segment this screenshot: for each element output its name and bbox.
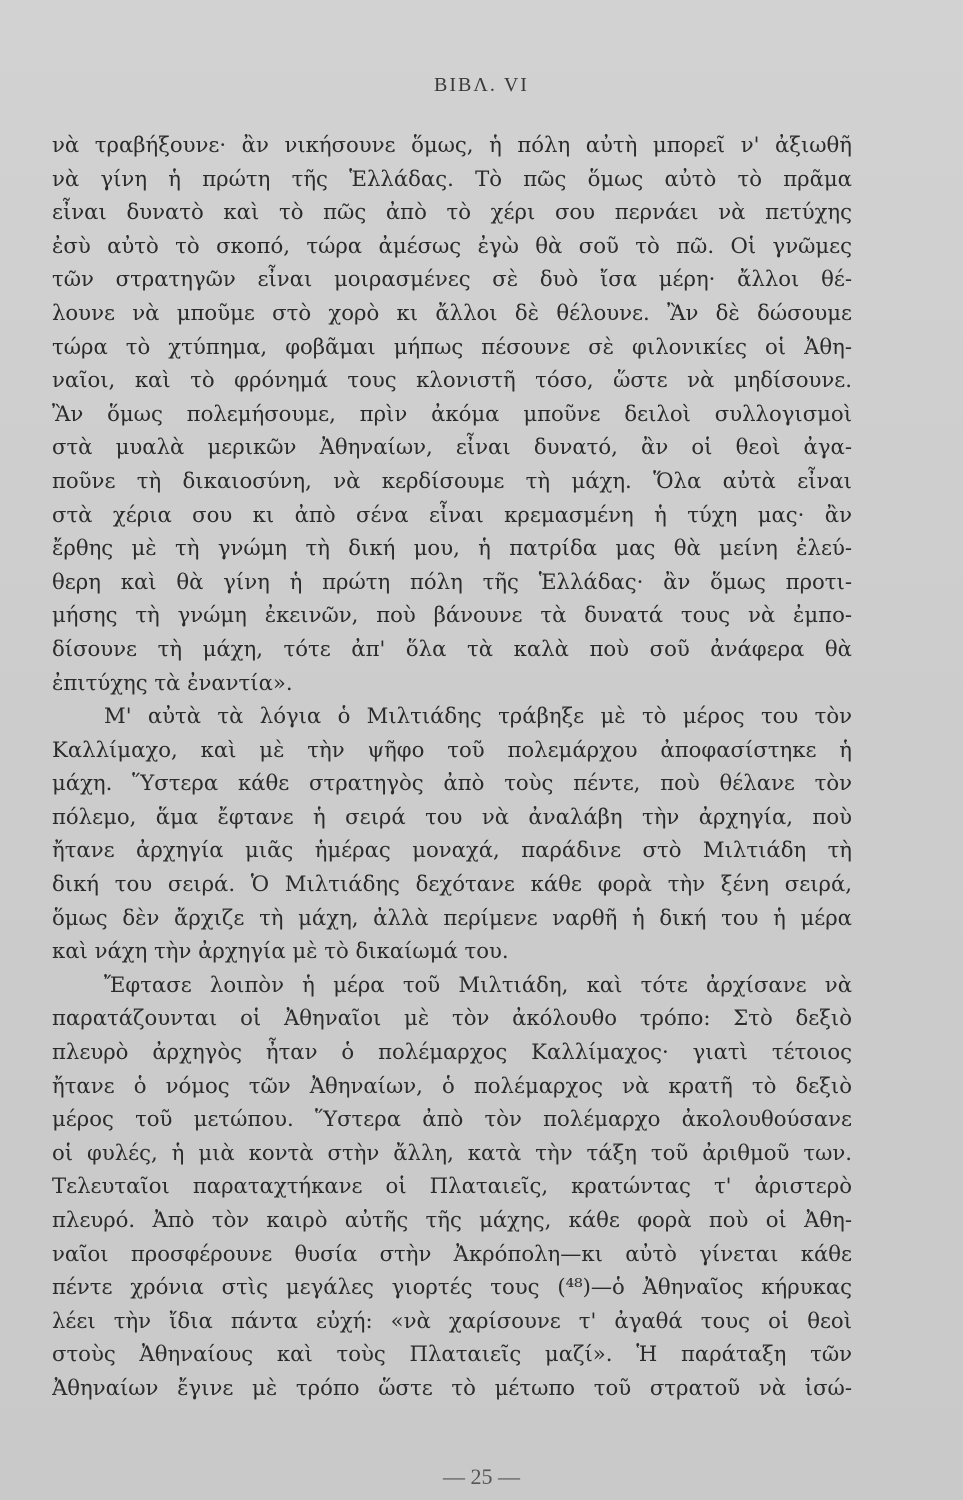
- text-line: μήσης τὴ γνώμη ἐκεινῶν, ποὺ βάνουνε τὰ δυνατά τους νὰ ἐμπο-: [52, 602, 852, 628]
- text-line: νὰ γίνη ἡ πρώτη τῆς Ἑλλάδας. Τὸ πῶς ὅμως αὐτὸ τὸ πρᾶμα: [52, 165, 852, 191]
- text-line: Καλλίμαχο, καὶ μὲ τὴν ψῆφο τοῦ πολεμάρχου ἀποφασίστηκε ἡ: [52, 736, 852, 762]
- text-line: Ἀθηναίων ἔγινε μὲ τρόπο ὥστε τὸ μέτωπο τοῦ στρατοῦ νὰ ἰσώ-: [52, 1374, 852, 1400]
- body-text: [52, 128, 852, 1405]
- text-line: μέρος τοῦ μετώπου. Ὕστερα ἀπὸ τὸν πολέμαρχο ἀκολουθούσανε: [52, 1106, 852, 1132]
- text-line: ἐσὺ αὐτὸ τὸ σκοπό, τώρα ἀμέσως ἐγὼ θὰ σοῦ τὸ πῶ. Οἱ γνῶμες: [52, 232, 852, 258]
- page-number: — 25 —: [443, 1464, 520, 1489]
- text-line: ναῖοι προσφέρουνε θυσία στὴν Ἀκρόπολη—κι αὐτὸ γίνεται κάθε: [52, 1240, 852, 1266]
- text-line: ποῦνε τὴ δικαιοσύνη, νὰ κερδίσουμε τὴ μάχη. Ὅλα αὐτὰ εἶναι: [52, 467, 852, 493]
- running-header: ΒΙΒΛ. VI: [434, 74, 529, 96]
- text-line: Μ' αὐτὰ τὰ λόγια ὁ Μιλτιάδης τράβηξε μὲ τὸ μέρος του τὸν: [104, 703, 852, 729]
- text-line: Τελευταῖοι παραταχτήκανε οἱ Πλαταιεῖς, κρατώντας τ' ἀριστερὸ: [52, 1173, 852, 1199]
- text-line: καὶ νάχη τὴν ἀρχηγία μὲ τὸ δικαίωμά του.: [52, 938, 509, 964]
- text-line: πέντε χρόνια στὶς μεγάλες γιορτές τους (⁴⁸)—ὁ Ἀθηναῖος κήρυκας: [52, 1274, 852, 1300]
- text-line: Ἔφτασε λοιπὸν ἡ μέρα τοῦ Μιλτιάδη, καὶ τότε ἀρχίσανε νὰ: [104, 971, 852, 997]
- text-line: πλευρὸ ἀρχηγὸς ἦταν ὁ πολέμαρχος Καλλίμαχος· γιατὶ τέτοιος: [52, 1039, 852, 1065]
- text-line: ἤτανε ἀρχηγία μιᾶς ἡμέρας μοναχά, παράδινε στὸ Μιλτιάδη τὴ: [52, 837, 852, 863]
- text-line: οἱ φυλές, ἡ μιὰ κοντὰ στὴν ἄλλη, κατὰ τὴν τάξη τοῦ ἀριθμοῦ των.: [52, 1139, 852, 1165]
- text-line: λέει τὴν ἴδια πάντα εὐχή: «νὰ χαρίσουνε τ' ἀγαθά τους οἱ θεοὶ: [52, 1307, 852, 1333]
- text-line: ἔρθης μὲ τὴ γνώμη τὴ δική μου, ἡ πατρίδα μας θὰ μείνη ἐλεύ-: [52, 535, 852, 561]
- text-line: μάχη. Ὕστερα κάθε στρατηγὸς ἀπὸ τοὺς πέντε, ποὺ θέλανε τὸν: [52, 770, 852, 796]
- text-line: ἐπιτύχης τὰ ἐναντία».: [52, 669, 293, 695]
- text-line: ὅμως δὲν ἄρχιζε τὴ μάχη, ἀλλὰ περίμενε ναρθῆ ἡ δική του ἡ μέρα: [52, 904, 852, 930]
- text-line: δική του σειρά. Ὁ Μιλτιάδης δεχότανε κάθε φορὰ τὴν ξένη σειρά,: [52, 871, 852, 897]
- text-line: ναῖοι, καὶ τὸ φρόνημά τους κλονιστῆ τόσο, ὥστε νὰ μηδίσουνε.: [52, 367, 852, 393]
- text-line: στοὺς Ἀθηναίους καὶ τοὺς Πλαταιεῖς μαζί». Ἡ παράταξη τῶν: [52, 1341, 852, 1367]
- text-line: δίσουνε τὴ μάχη, τότε ἀπ' ὅλα τὰ καλὰ ποὺ σοῦ ἀνάφερα θὰ: [52, 635, 852, 661]
- text-line: στὰ μυαλὰ μερικῶν Ἀθηναίων, εἶναι δυνατό, ἂν οἱ θεοὶ ἀγα-: [52, 434, 852, 460]
- text-line: ἤτανε ὁ νόμος τῶν Ἀθηναίων, ὁ πολέμαρχος νὰ κρατῆ τὸ δεξιὸ: [52, 1072, 852, 1098]
- text-line: τῶν στρατηγῶν εἶναι μοιρασμένες σὲ δυὸ ἴσα μέρη· ἄλλοι θέ-: [52, 266, 852, 292]
- text-line: τώρα τὸ χτύπημα, φοβᾶμαι μήπως πέσουνε σὲ φιλονικίες οἱ Ἀθη-: [52, 333, 852, 359]
- text-line: πόλεμο, ἅμα ἔφτανε ἡ σειρά του νὰ ἀναλάβη τὴν ἀρχηγία, ποὺ: [52, 803, 852, 829]
- text-line: πλευρό. Ἀπὸ τὸν καιρὸ αὐτῆς τῆς μάχης, κάθε φορὰ ποὺ οἱ Ἀθη-: [52, 1207, 852, 1232]
- text-line: νὰ τραβήξουνε· ἂν νικήσουνε ὅμως, ἡ πόλη αὐτὴ μπορεῖ ν' ἀξιωθῆ: [52, 132, 852, 157]
- text-line: λουνε νὰ μποῦμε στὸ χορὸ κι ἄλλοι δὲ θέλουνε. Ἂν δὲ δώσουμε: [52, 299, 852, 325]
- text-line: Ἂν ὅμως πολεμήσουμε, πρὶν ἀκόμα μποῦνε δειλοὶ συλλογισμοὶ: [52, 400, 852, 426]
- text-line: θερη καὶ θὰ γίνη ἡ πρώτη πόλη τῆς Ἑλλάδας· ἂν ὅμως προτι-: [52, 568, 852, 594]
- text-line: εἶναι δυνατὸ καὶ τὸ πῶς ἀπὸ τὸ χέρι σου περνάει νὰ πετύχης: [52, 199, 852, 225]
- text-line: στὰ χέρια σου κι ἀπὸ σένα εἶναι κρεμασμένη ἡ τύχη μας· ἂν: [52, 501, 852, 527]
- text-line: παρατάζουνται οἱ Ἀθηναῖοι μὲ τὸν ἀκόλουθο τρόπο: Στὸ δεξιὸ: [52, 1005, 852, 1031]
